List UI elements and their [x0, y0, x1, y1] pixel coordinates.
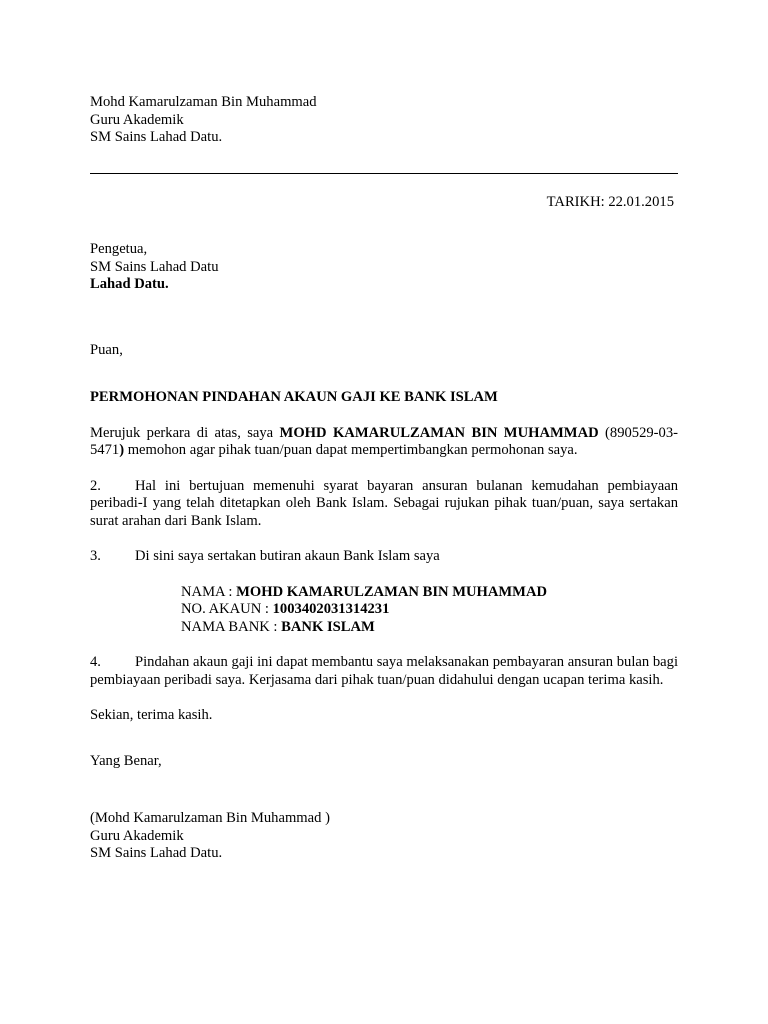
- signoff: Yang Benar,: [90, 752, 162, 769]
- applicant-ic: (890529-03-5471: [90, 424, 678, 458]
- closing-line: Sekian, terima kasih.: [90, 707, 213, 723]
- signature-school: SM Sains Lahad Datu.: [90, 845, 223, 861]
- paragraph-4-number: 4.: [90, 654, 101, 670]
- signature-block: [90, 810, 678, 863]
- sender-block: [90, 94, 678, 147]
- recipient-title: Pengetua,: [90, 241, 148, 257]
- sender-school: SM Sains Lahad Datu.: [90, 129, 223, 145]
- bank-name-row: [181, 619, 678, 637]
- bank-name-label: NAMA BANK :: [181, 618, 282, 635]
- account-number-label: NO. AKAUN :: [181, 601, 273, 617]
- paragraph-4: [90, 654, 678, 689]
- account-name-row: [181, 584, 678, 602]
- account-number-row: [181, 601, 678, 619]
- signature-name: (Mohd Kamarulzaman Bin Muhammad ): [90, 810, 330, 826]
- paragraph-1-body: memohon agar pihak tuan/puan dapat mempertimbangkan permohonan saya.: [124, 442, 578, 458]
- account-details: [90, 584, 678, 637]
- paragraph-3-text: Di sini saya sertakan butiran akaun Bank Islam saya: [135, 548, 440, 564]
- applicant-ic-close: ): [119, 442, 125, 458]
- signature-position: Guru Akademik: [90, 827, 184, 844]
- bank-name-value: BANK ISLAM: [281, 618, 375, 635]
- paragraph-1: [90, 425, 678, 460]
- recipient-school: SM Sains Lahad Datu: [90, 258, 219, 275]
- recipient-block: [90, 241, 678, 294]
- letter-page: [90, 94, 678, 863]
- letter-subject: PERMOHONAN PINDAHAN AKAUN GAJI KE BANK ISLAM: [90, 389, 498, 405]
- paragraph-4-text: Pindahan akaun gaji ini dapat membantu saya melaksanakan pembayaran ansuran bulan bagi pembiayaan peribadi saya. Kerjasama dari pihak tuan/puan didahului dengan ucapan terima kasih.: [90, 654, 678, 688]
- paragraph-1-intro: Merujuk perkara di atas, saya: [90, 424, 280, 441]
- account-number-value: 1003402031314231: [272, 601, 390, 617]
- sender-position: Guru Akademik: [90, 111, 184, 128]
- paragraph-2-text: Hal ini bertujuan memenuhi syarat bayaran ansuran bulanan kemudahan pembiayaan peribadi-I yang telah ditetapkan oleh Bank Islam. Sebagai rujukan pihak tuan/puan, saya sertakan surat arahan dari Bank Islam.: [90, 477, 678, 529]
- letter-date: TARIKH: 22.01.2015: [546, 193, 674, 210]
- account-name-label: NAMA :: [181, 583, 237, 600]
- paragraph-2-number: 2.: [90, 477, 101, 494]
- recipient-city: Lahad Datu.: [90, 276, 169, 292]
- sender-name: Mohd Kamarulzaman Bin Muhammad: [90, 94, 317, 110]
- applicant-name: MOHD KAMARULZAMAN BIN MUHAMMAD: [279, 424, 599, 441]
- account-name-value: MOHD KAMARULZAMAN BIN MUHAMMAD: [236, 583, 548, 600]
- paragraph-3-number: 3.: [90, 548, 101, 564]
- paragraph-3: [90, 548, 678, 566]
- salutation: Puan,: [90, 341, 123, 358]
- paragraph-2: [90, 478, 678, 531]
- header-divider: [90, 173, 678, 174]
